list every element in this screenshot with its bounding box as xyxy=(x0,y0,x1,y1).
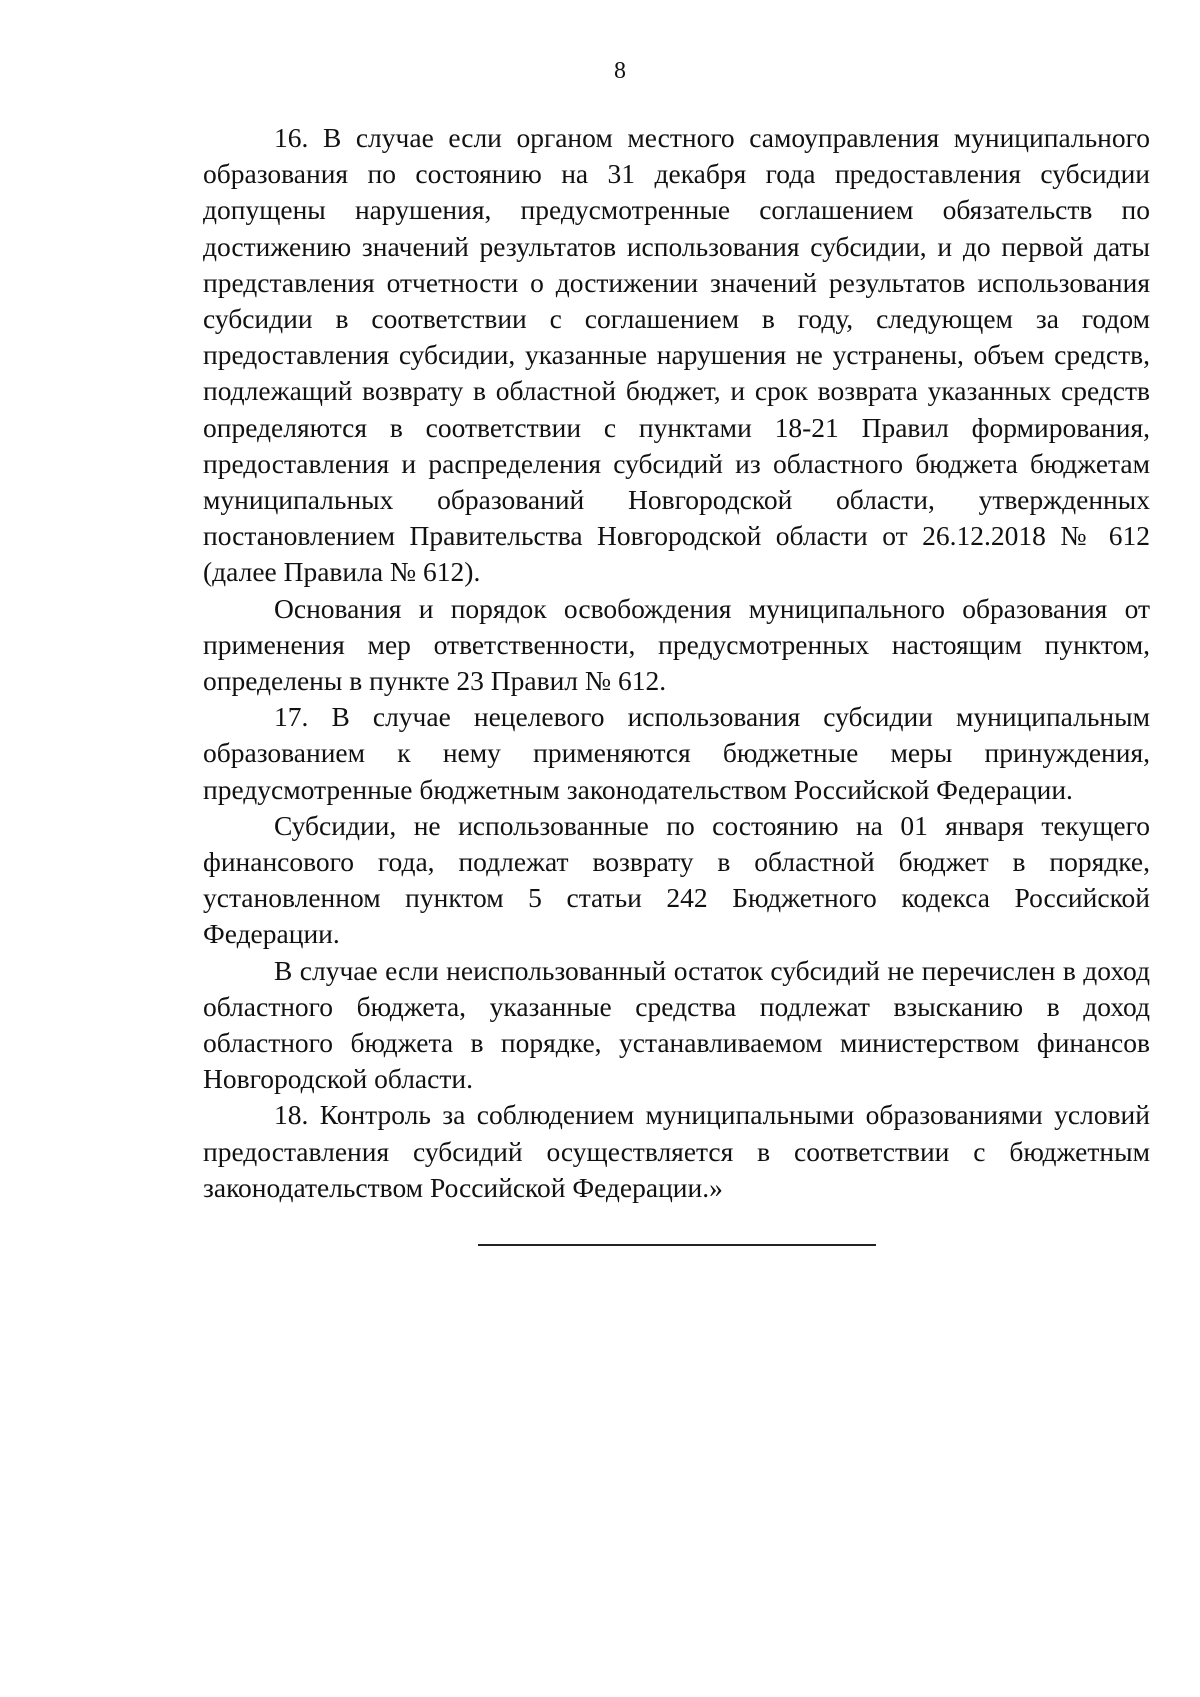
paragraph-17: 17. В случае нецелевого использования субсидии муниципальным образованием к нему применяются бюджетные меры принуждения, предусмотренные бюджетным законодательством Российской Федерации. xyxy=(203,701,1150,805)
document-body xyxy=(203,120,1150,1206)
end-separator-line xyxy=(478,1244,876,1246)
paragraph-16: 16. В случае если органом местного самоуправления муниципального образования по состоянию на 31 декабря года предоставления субсидии допущены нарушения, предусмотренные соглашением обязательств по достижению значений результатов использования субсидии, и до первой даты представления отчетности о достижении значений результатов использования субсидии в соответствии с соглашением в году, следующем за годом предоставления субсидии, указанные нарушения не устранены, объем средств, подлежащий возврату в областной бюджет, и срок возврата указанных средств определяются в соответствии с пунктами 18-21 Правил формирования, предоставления и распределения субсидий из областного бюджета бюджетам муниципальных образований Новгородской области, утвержденных постановлением Правительства Новгородской области от 26.12.2018 № 612 (далее Правила № 612). xyxy=(203,122,1150,588)
paragraph-recovery: В случае если неиспользованный остаток субсидий не перечислен в доход областного бюджета, указанные средства подлежат взысканию в доход областного бюджета в порядке, устанавливаемом министерством финансов Новгородской области. xyxy=(203,954,1150,1095)
paragraph-exemption: Основания и порядок освобождения муниципального образования от применения мер ответственности, предусмотренных настоящим пунктом, определены в пункте 23 Правил № 612. xyxy=(203,592,1150,697)
paragraph-18: 18. Контроль за соблюдением муниципальными образованиями условий предоставления субсидий осуществляется в соответствии с бюджетным законодательством Российской Федерации.» xyxy=(203,1099,1150,1203)
page-number: 8 xyxy=(614,58,626,84)
paragraph-unused-subsidies: Субсидии, не использованные по состоянию на 01 января текущего финансового года, подлежат возврату в областной бюджет в порядке, установленном пунктом 5 статьи 242 Бюджетного кодекса Российской Федерации. xyxy=(203,809,1150,950)
